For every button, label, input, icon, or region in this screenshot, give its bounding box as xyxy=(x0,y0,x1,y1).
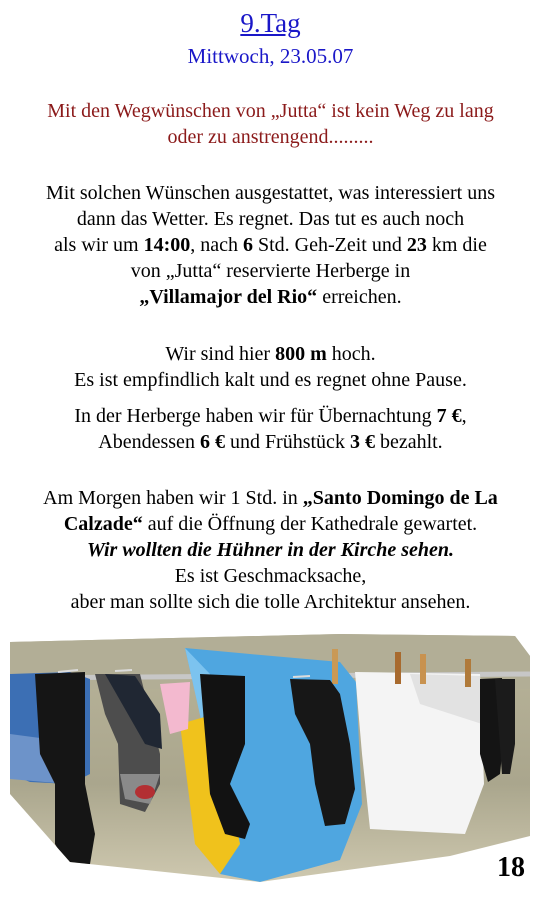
text: bezahlt. xyxy=(374,431,443,453)
para4-line-1 xyxy=(0,485,541,511)
distance-km: 23 xyxy=(406,234,427,256)
laundry-photo xyxy=(10,634,530,884)
paragraph-costs xyxy=(0,403,541,455)
page-date: Mittwoch, 23.05.07 xyxy=(187,44,354,68)
para1-line-2: dann das Wetter. Es regnet. Das tut es auch noch xyxy=(76,208,465,230)
para4-line-3: Wir wollten die Hühner in der Kirche sehen. xyxy=(86,539,455,561)
para3-line-2 xyxy=(0,429,541,455)
paragraph-weather xyxy=(0,180,541,310)
place-villamajor: „Villamajor del Rio“ xyxy=(139,286,318,308)
price-dinner: 6 € xyxy=(199,431,225,453)
text: km die xyxy=(426,234,487,256)
para1-line-1: Mit solchen Wünschen ausgestattet, was interessiert uns xyxy=(46,182,495,204)
text: , nach xyxy=(190,234,243,256)
text: In der Herberge haben wir für Übernachtung xyxy=(74,405,437,427)
text: Abendessen xyxy=(98,431,200,453)
altitude: 800 m xyxy=(275,343,327,365)
para1-line-3 xyxy=(0,232,541,258)
text: erreichen. xyxy=(317,286,402,308)
place-santo-domingo: „Santo Domingo de La xyxy=(302,487,498,509)
para3-line-1 xyxy=(0,403,541,429)
intro-text xyxy=(0,98,541,150)
text: Std. Geh-Zeit und xyxy=(253,234,407,256)
para2-line-2: Es ist empfindlich kalt und es regnet ohne Pause. xyxy=(74,369,467,391)
text: als wir um xyxy=(54,234,144,256)
text: und Frühstück xyxy=(224,431,350,453)
arrival-time: 14:00 xyxy=(143,234,191,256)
price-overnight: 7 € xyxy=(436,405,462,427)
text: , xyxy=(461,405,467,427)
place-calzade: Calzade“ xyxy=(63,513,143,535)
paragraph-santo-domingo xyxy=(0,485,541,615)
para1-line-4: von „Jutta“ reservierte Herberge in xyxy=(130,260,411,282)
para2-line-1 xyxy=(0,341,541,367)
intro-line-1: Mit den Wegwünschen von „Jutta“ ist kein Weg zu lang xyxy=(47,100,494,122)
price-breakfast: 3 € xyxy=(349,431,375,453)
text: Am Morgen haben wir 1 Std. in xyxy=(43,487,303,509)
para4-line-4: Es ist Geschmacksache, xyxy=(174,565,367,587)
page-title[interactable]: 9.Tag xyxy=(240,8,301,38)
page-number: 18 xyxy=(497,852,525,883)
text: Wir sind hier xyxy=(165,343,276,365)
intro-line-2: oder zu anstrengend......... xyxy=(167,126,374,148)
text: auf die Öffnung der Kathedrale gewartet. xyxy=(142,513,478,535)
para1-line-5 xyxy=(0,284,541,310)
para4-line-2 xyxy=(0,511,541,537)
walk-hours: 6 xyxy=(243,234,253,256)
para4-line-5: aber man sollte sich die tolle Architektur ansehen. xyxy=(70,591,471,613)
text: hoch. xyxy=(326,343,376,365)
paragraph-altitude xyxy=(0,341,541,393)
